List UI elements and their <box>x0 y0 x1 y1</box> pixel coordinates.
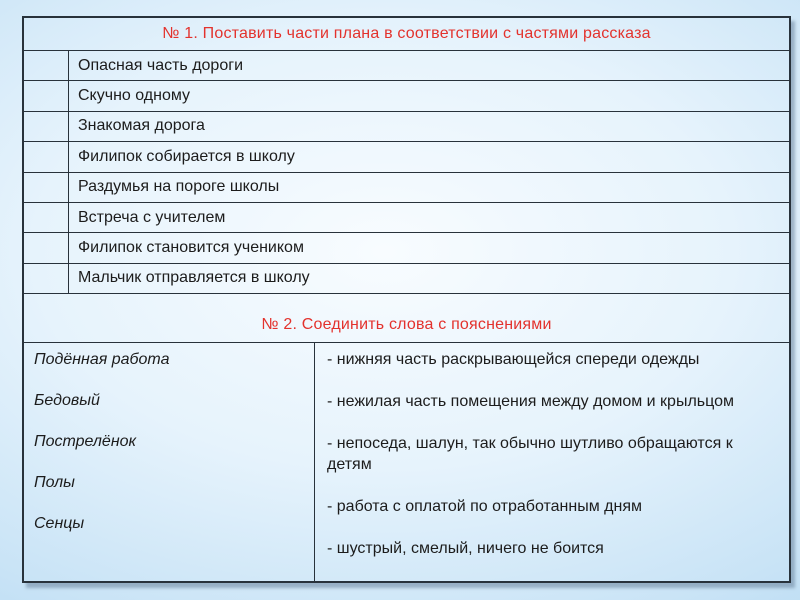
task1-plan-rows <box>24 50 789 293</box>
plan-item-text: Филипок собирается в школу <box>78 147 295 165</box>
task2-title: № 2. Соединить слова с пояснениями <box>24 293 789 342</box>
answer-number-cell <box>24 81 69 110</box>
task2-match-table <box>24 342 789 581</box>
plan-row <box>24 202 789 232</box>
word-item: Полы <box>34 474 75 491</box>
plan-row <box>24 172 789 202</box>
word-item: Пострелёнок <box>34 433 137 450</box>
plan-item-text: Филипок становится учеником <box>78 238 304 256</box>
plan-item-text: Мальчик отправляется в школу <box>78 269 310 287</box>
definition-item: - нежилая часть помещения между домом и крыльцом <box>327 393 734 410</box>
plan-item-text: Знакомая дорога <box>78 117 205 135</box>
plan-item-text: Скучно одному <box>78 87 191 105</box>
plan-item-text: Встреча с учителем <box>78 208 226 226</box>
answer-number-cell <box>24 203 69 232</box>
word-item: Подённая работа <box>34 351 170 368</box>
definition-item: - работа с оплатой по отработанным дням <box>327 498 642 515</box>
plan-item-text: Опасная часть дороги <box>78 56 243 74</box>
plan-row <box>24 232 789 262</box>
definition-item: - нижняя часть раскрывающейся спереди одежды <box>327 351 700 368</box>
worksheet-table <box>22 16 791 583</box>
answer-number-cell <box>24 233 69 262</box>
task1-title: № 1. Поставить части плана в соответствии с частями рассказа <box>162 25 651 42</box>
plan-item-text: Раздумья на пороге школы <box>78 178 280 196</box>
answer-number-cell <box>24 264 69 293</box>
task2-words-column <box>24 343 315 581</box>
plan-row <box>24 50 789 80</box>
answer-number-cell <box>24 112 69 141</box>
task2-definitions-column <box>315 343 789 581</box>
answer-number-cell <box>24 51 69 80</box>
plan-row <box>24 141 789 171</box>
plan-row <box>24 80 789 110</box>
plan-row <box>24 263 789 293</box>
word-item: Сенцы <box>34 515 85 532</box>
plan-row <box>24 111 789 141</box>
word-item: Бедовый <box>34 392 100 409</box>
definition-item: - шустрый, смелый, ничего не боится <box>327 540 604 557</box>
answer-number-cell <box>24 142 69 171</box>
definition-item: - непоседа, шалун, так обычно шутливо обращаются к детям <box>327 435 733 473</box>
answer-number-cell <box>24 173 69 202</box>
